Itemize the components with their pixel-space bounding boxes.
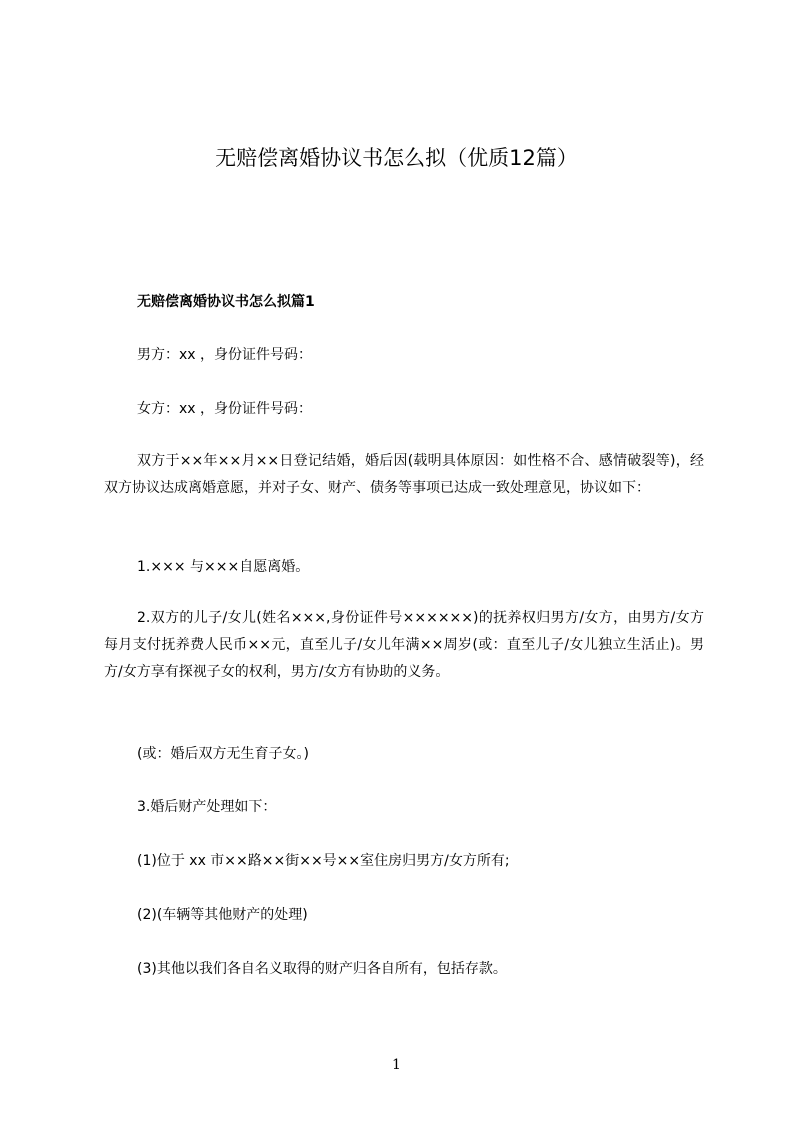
intro-paragraph: 双方于××年××月××日登记结婚，婚后因(载明具体原因：如性格不合、感情破裂等)，经双方协议达成离婚意愿，并对子女、财产、债务等事项已达成一致处理意见，协议如下： xyxy=(104,453,704,496)
wife-line: 女方：xx ，身份证件号码： xyxy=(137,401,313,417)
husband-line: 男方：xx ，身份证件号码： xyxy=(137,347,313,363)
section-heading: 无赔偿离婚协议书怎么拟篇1 xyxy=(137,294,315,310)
clause-2-alternative: (或：婚后双方无生育子女。) xyxy=(137,746,309,762)
clause-3: 3.婚后财产处理如下： xyxy=(137,799,277,815)
page-number: 1 xyxy=(392,1057,401,1073)
document-title: 无赔偿离婚协议书怎么拟（优质12篇） xyxy=(215,146,578,170)
clause-3-item-3: (3)其他以我们各自名义取得的财产归各自所有，包括存款。 xyxy=(137,961,507,977)
clause-1: 1.××× 与×××自愿离婚。 xyxy=(137,559,310,575)
clause-3-item-2: (2)(车辆等其他财产的处理) xyxy=(137,907,308,923)
clause-3-item-1: (1)位于 xx 市××路××街××号××室住房归男方/女方所有; xyxy=(137,853,510,869)
clause-2: 2.双方的儿子/女儿(姓名×××,身份证件号××××××)的抚养权归男方/女方，由男方/女方每月支付抚养费人民币××元，直至儿子/女儿年满××周岁(或：直至儿子/女儿独立生活止)。男方/女方享有探视子女的权利，男方/女方有协助的义务。 xyxy=(104,610,704,680)
